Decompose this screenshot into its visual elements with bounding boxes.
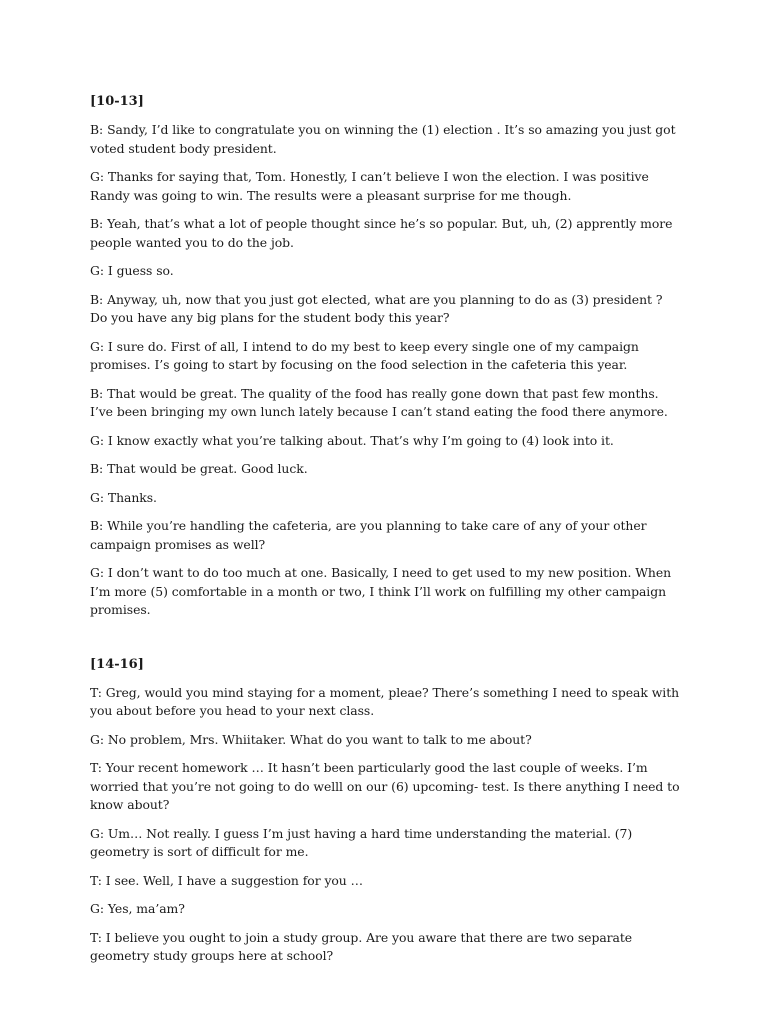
dialogue-line: T: I believe you ought to join a study group. Are you aware that there are two separate geometry study groups here at school?	[90, 929, 633, 963]
dialogue-line: B: While you’re handling the cafeteria, are you planning to take care of any of your other campaign promises as well?	[90, 518, 647, 552]
dialogue-line: T: Your recent homework … It hasn’t been particularly good the last couple of weeks. I’m worried that you’re not going to do welll on our (6) upcoming- test. Is there anything I need to know about?	[90, 760, 680, 812]
dialogue-line: B: That would be great. The quality of the food has really gone down that past few months. I’ve been bringing my own lunch lately because I can’t stand eating the food there anymore.	[90, 385, 668, 419]
dialogue-line: G: I know exactly what you’re talking about. That’s why I’m going to (4) look into it.	[90, 432, 614, 448]
section-heading: [10-13]	[90, 94, 144, 109]
document-page	[90, 93, 680, 976]
dialogue-line: G: No problem, Mrs. Whiitaker. What do you want to talk to me about?	[90, 731, 532, 747]
dialogue-line: G: Thanks for saying that, Tom. Honestly, I can’t believe I won the election. I was positive Randy was going to win. The results were a pleasant surprise for me though.	[90, 169, 649, 203]
dialogue-line: G: I guess so.	[90, 263, 174, 278]
dialogue-line: G: Thanks.	[90, 489, 157, 505]
section-spacer	[90, 630, 680, 656]
dialogue-line: G: I sure do. First of all, I intend to do my best to keep every single one of my campaign promises. I’s going to start by focusing on the food selection in the cafeteria this year.	[90, 338, 639, 372]
dialogue-line: B: Anyway, uh, now that you just got elected, what are you planning to do as (3) president ? Do you have any big plans for the student body this year?	[90, 291, 663, 325]
dialogue-line: B: Sandy, I’d like to congratulate you on winning the (1) election . It’s so amazing you just got voted student body president.	[90, 122, 676, 156]
dialogue-line: B: Yeah, that’s what a lot of people thought since he’s so popular. But, uh, (2) apprently more people wanted you to do the job.	[90, 216, 673, 250]
dialogue-line: G: I don’t want to do too much at one. Basically, I need to get used to my new position. When I’m more (5) comfortable in a month or two, I think I’ll work on fulfilling my other campaign promises.	[90, 565, 672, 617]
dialogue-line: T: Greg, would you mind staying for a moment, pleae? There’s something I need to speak with you about before you head to your next class.	[90, 684, 680, 718]
dialogue-line: T: I see. Well, I have a suggestion for you …	[90, 872, 363, 888]
section-14-16	[90, 656, 680, 966]
dialogue-line: G: Um… Not really. I guess I’m just having a hard time understanding the material. (7) geometry is sort of difficult for me.	[90, 825, 633, 859]
section-heading: [14-16]	[90, 656, 144, 672]
section-10-13	[90, 93, 680, 620]
dialogue-line: B: That would be great. Good luck.	[90, 461, 308, 476]
dialogue-line: G: Yes, ma’am?	[90, 901, 185, 916]
